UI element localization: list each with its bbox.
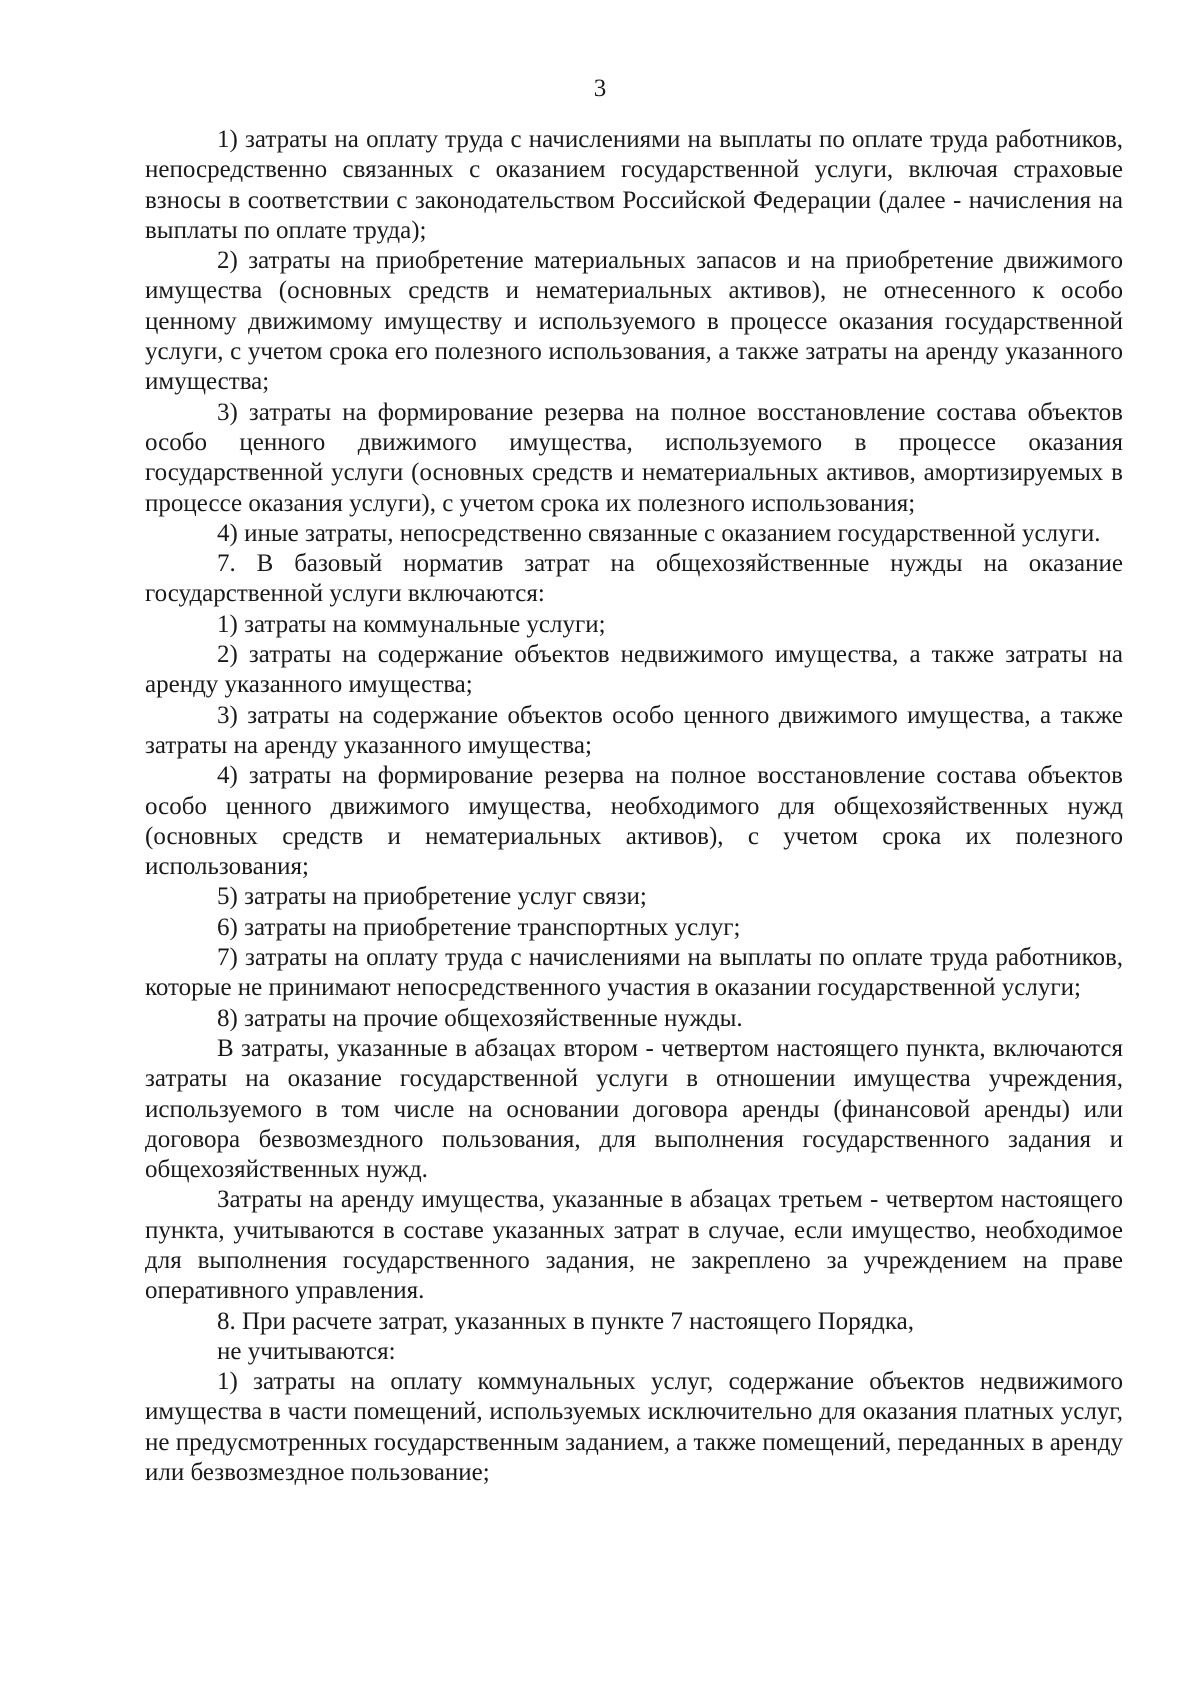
- document-body: [145, 125, 1123, 1488]
- paragraph: 4) затраты на формирование резерва на полное восстановление состава объектов особо ценного движимого имущества, необходимого для общехозяйственных нужд (основных средств и нематериальных активов), с учетом срока их полезного использования;: [145, 762, 1123, 881]
- paragraph: 1) затраты на коммунальные услуги;: [217, 610, 606, 638]
- paragraph: 5) затраты на приобретение услуг связи;: [217, 883, 647, 911]
- paragraph: не учитываются:: [217, 1337, 396, 1365]
- paragraph: В затраты, указанные в абзацах втором - четвертом настоящего пункта, включаются затраты на оказание государственной услуги в отношении имущества учреждения, используемого в том числе на основании договора аренды (финансовой аренды) или договора безвозмездного пользования, для выполнения государственного задания и общехозяйственных нужд.: [145, 1034, 1123, 1184]
- paragraph: 1) затраты на оплату коммунальных услуг, содержание объектов недвижимого имущества в части помещений, используемых исключительно для оказания платных услуг, не предусмотренных государственным заданием, а также помещений, переданных в аренду или безвозмездное пользование;: [145, 1368, 1123, 1487]
- paragraph: 2) затраты на содержание объектов недвижимого имущества, а также затраты на аренду указанного имущества;: [145, 641, 1123, 699]
- paragraph: 7) затраты на оплату труда с начислениями на выплаты по оплате труда работников, которые не принимают непосредственного участия в оказании государственной услуги;: [145, 944, 1123, 1002]
- paragraph: 7. В базовый норматив затрат на общехозяйственные нужды на оказание государственной услуги включаются:: [145, 550, 1123, 608]
- paragraph: Затраты на аренду имущества, указанные в абзацах третьем - четвертом настоящего пункта, учитываются в составе указанных затрат в случае, если имущество, необходимое для выполнения государственного задания, не закреплено за учреждением на праве оперативного управления.: [145, 1186, 1123, 1305]
- paragraph: 2) затраты на приобретение материальных запасов и на приобретение движимого имущества (основных средств и нематериальных активов), не отнесенного к особо ценному движимому имуществу и используемого в процессе оказания государственной услуги, с учетом срока его полезного использования, а также затраты на аренду указанного имущества;: [145, 247, 1123, 396]
- paragraph: 3) затраты на содержание объектов особо ценного движимого имущества, а также затраты на аренду указанного имущества;: [145, 701, 1123, 759]
- paragraph: 8) затраты на прочие общехозяйственные нужды.: [217, 1004, 743, 1032]
- paragraph: 8. При расчете затрат, указанных в пункте 7 настоящего Порядка,: [217, 1307, 914, 1335]
- page-number: 3: [593, 75, 607, 102]
- paragraph: 6) затраты на приобретение транспортных услуг;: [217, 913, 741, 941]
- paragraph: 3) затраты на формирование резерва на полное восстановление состава объектов особо ценного движимого имущества, используемого в процессе оказания государственной услуги (основных средств и нематериальных активов, амортизируемых в процессе оказания услуги), с учетом срока их полезного использования;: [145, 398, 1123, 517]
- paragraph: 1) затраты на оплату труда с начислениями на выплаты по оплате труда работников, непосредственно связанных с оказанием государственной услуги, включая страховые взносы в соответствии с законодательством Российской Федерации (далее - начисления на выплаты по оплате труда);: [145, 126, 1123, 244]
- paragraph: 4) иные затраты, непосредственно связанные с оказанием государственной услуги.: [217, 519, 1101, 547]
